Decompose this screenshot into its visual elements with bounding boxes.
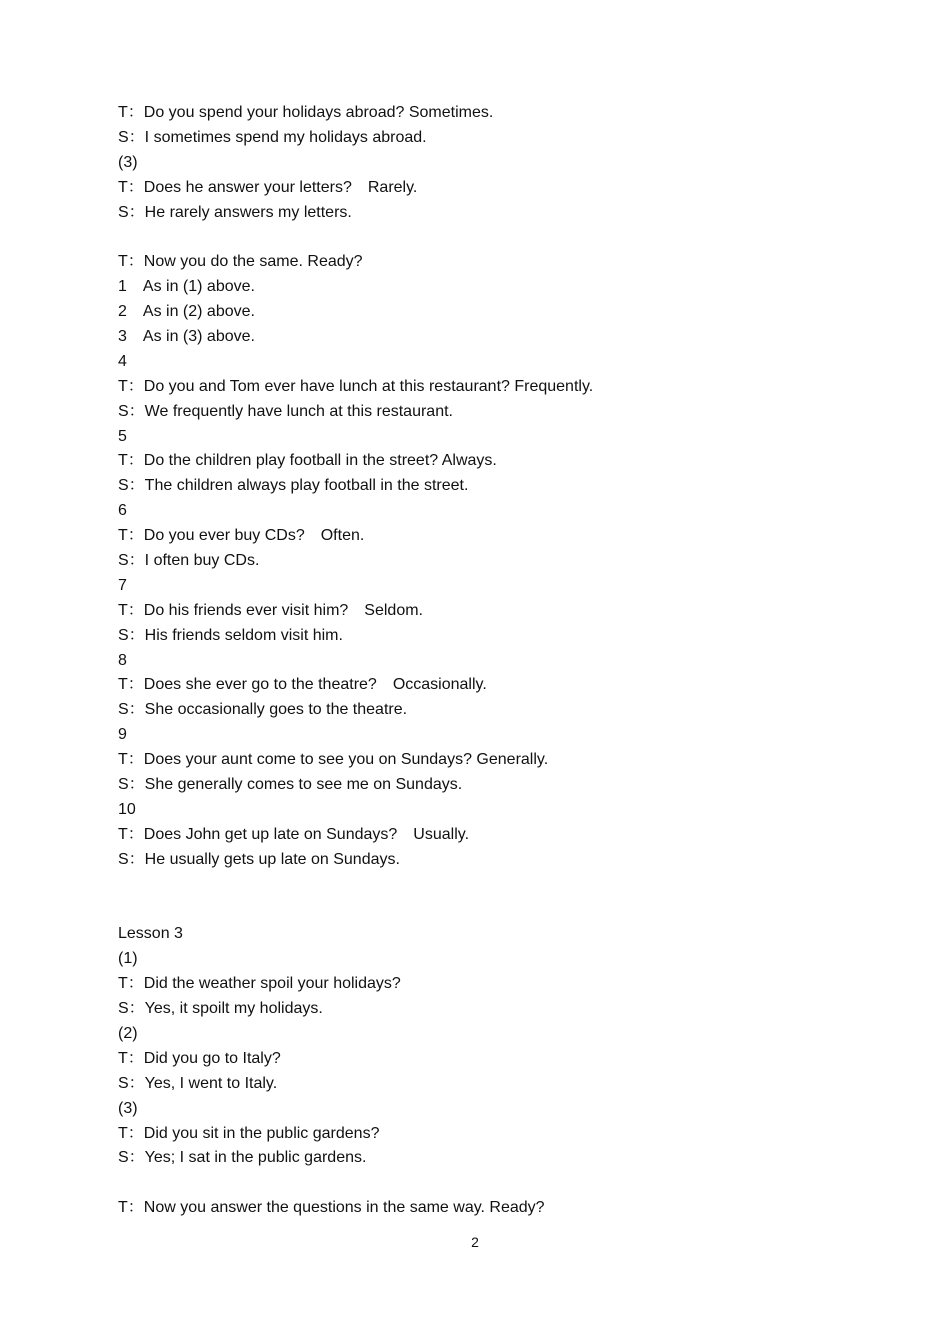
dialogue-line: S：Yes; I sat in the public gardens. <box>118 1149 367 1167</box>
exercise-number: (1) <box>118 950 138 968</box>
dialogue-line: S：Yes, it spoilt my holidays. <box>118 1000 323 1018</box>
dialogue-line: T：Did you sit in the public gardens? <box>118 1124 380 1142</box>
dialogue-line: T：Do the children play football in the street? Always. <box>118 452 497 470</box>
dialogue-line: T：Now you do the same. Ready? <box>118 253 363 271</box>
dialogue-line: T：Does he answer your letters? Rarely. <box>118 178 418 196</box>
dialogue-line: S：He usually gets up late on Sundays. <box>118 850 400 868</box>
dialogue-line: T：Now you answer the questions in the same way. Ready? <box>118 1199 545 1217</box>
dialogue-line: T：Did the weather spoil your holidays? <box>118 975 401 993</box>
dialogue-line: T：Does she ever go to the theatre? Occasionally. <box>118 676 487 694</box>
dialogue-line: S：The children always play football in the street. <box>118 477 469 495</box>
exercise-number: 4 <box>118 352 127 370</box>
exercise-number: 8 <box>118 651 127 669</box>
exercise-item: 1 As in (1) above. <box>118 278 255 296</box>
document-body <box>118 101 818 1221</box>
dialogue-line: T：Do you and Tom ever have lunch at this restaurant? Frequently. <box>118 377 594 395</box>
exercise-item: 2 As in (2) above. <box>118 303 255 321</box>
dialogue-line: S：She generally comes to see me on Sundays. <box>118 776 463 794</box>
dialogue-line: S：Yes, I went to Italy. <box>118 1074 278 1092</box>
dialogue-line: S：We frequently have lunch at this restaurant. <box>118 402 453 420</box>
lesson-heading: Lesson 3 <box>118 925 183 943</box>
blank-line <box>118 873 818 898</box>
dialogue-line: S：I often buy CDs. <box>118 552 260 570</box>
blank-line <box>118 225 818 250</box>
exercise-number: 10 <box>118 800 136 818</box>
exercise-number: (3) <box>118 153 138 171</box>
exercise-number: 6 <box>118 502 127 520</box>
dialogue-line: T：Did you go to Italy? <box>118 1049 281 1067</box>
exercise-number: (3) <box>118 1099 138 1117</box>
exercise-number: 5 <box>118 427 127 445</box>
dialogue-line: T：Do you spend your holidays abroad? Sometimes. <box>118 104 494 121</box>
dialogue-line: T：Does your aunt come to see you on Sundays? Generally. <box>118 751 549 769</box>
blank-line <box>118 1171 818 1196</box>
blank-line <box>118 898 818 923</box>
dialogue-line: S：He rarely answers my letters. <box>118 203 352 221</box>
exercise-number: (2) <box>118 1024 138 1042</box>
exercise-item: 3 As in (3) above. <box>118 328 255 346</box>
dialogue-line: S：His friends seldom visit him. <box>118 626 343 644</box>
exercise-number: 7 <box>118 576 127 594</box>
dialogue-line: S：I sometimes spend my holidays abroad. <box>118 128 427 146</box>
dialogue-line: T：Does John get up late on Sundays? Usually. <box>118 825 470 843</box>
exercise-number: 9 <box>118 726 127 744</box>
page-number: 2 <box>471 1234 479 1250</box>
dialogue-line: T：Do his friends ever visit him? Seldom. <box>118 601 423 619</box>
dialogue-line: S：She occasionally goes to the theatre. <box>118 701 408 719</box>
dialogue-line: T：Do you ever buy CDs? Often. <box>118 527 365 545</box>
